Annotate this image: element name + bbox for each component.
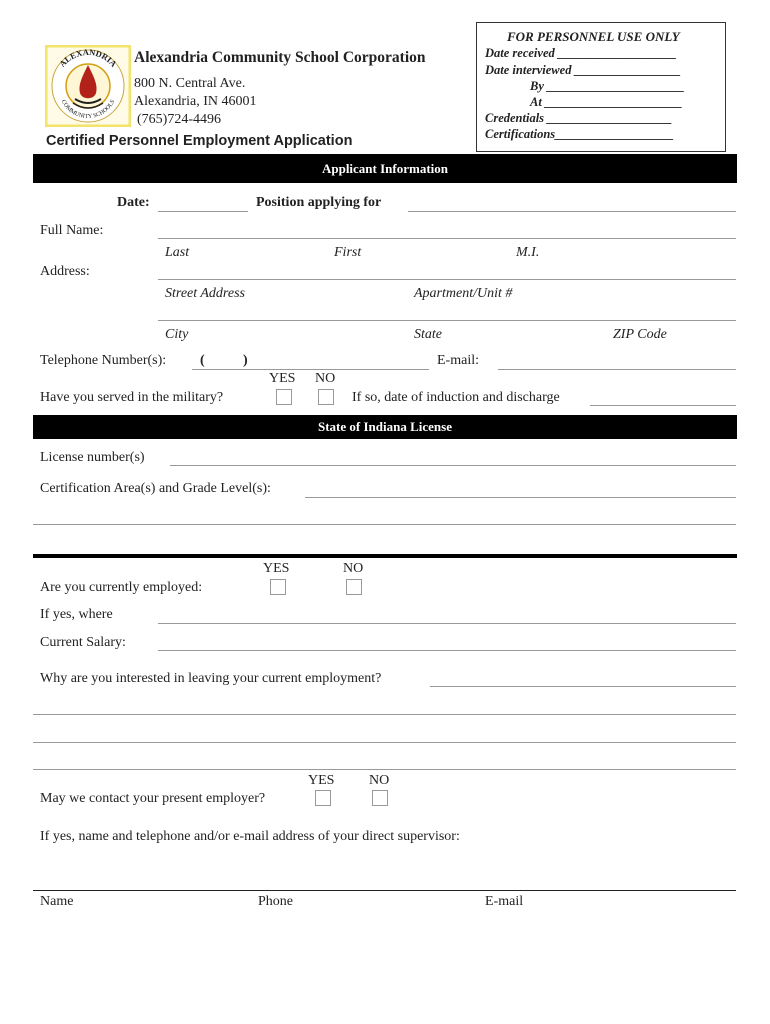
telephone-label: Telephone Number(s): (40, 353, 167, 368)
supervisor-field[interactable] (33, 890, 736, 891)
section-divider (33, 554, 737, 558)
contact-no-label: NO (369, 773, 390, 788)
school-name: Alexandria Community School Corporation (134, 49, 426, 66)
personnel-at[interactable]: At ______________________ (530, 95, 683, 109)
contact-yes-checkbox[interactable] (315, 790, 331, 806)
license-numbers-label: License number(s) (40, 450, 145, 465)
contact-no-checkbox[interactable] (372, 790, 388, 806)
section-applicant-information: Applicant Information (33, 154, 737, 183)
personnel-date-interviewed[interactable]: Date interviewed _________________ (485, 63, 681, 77)
military-no-label: NO (315, 371, 336, 386)
city-state-zip-field[interactable] (158, 320, 736, 321)
supervisor-email-caption: E-mail (485, 894, 524, 909)
license-numbers-field[interactable] (170, 465, 736, 466)
certification-field[interactable] (305, 497, 736, 498)
current-salary-label: Current Salary: (40, 635, 126, 650)
why-leaving-line-2[interactable] (33, 714, 736, 715)
supervisor-label: If yes, name and telephone and/or e-mail address of your direct supervisor: (40, 829, 460, 844)
supervisor-name-caption: Name (40, 894, 74, 909)
city-caption: City (165, 327, 189, 342)
military-yes-label: YES (269, 371, 296, 386)
supervisor-phone-caption: Phone (258, 894, 293, 909)
school-logo (45, 45, 131, 127)
contact-employer-question: May we contact your present employer? (40, 791, 266, 806)
certification-field-continued[interactable] (33, 524, 736, 525)
personnel-by[interactable]: By ______________________ (530, 79, 685, 93)
personnel-use-box (476, 22, 726, 152)
personnel-title: FOR PERSONNEL USE ONLY (507, 29, 680, 44)
personnel-certifications[interactable]: Certifications___________________ (485, 127, 674, 141)
employer-where-label: If yes, where (40, 607, 113, 622)
address-line1: 800 N. Central Ave. (134, 76, 246, 91)
full-name-field[interactable] (158, 238, 736, 239)
military-yes-checkbox[interactable] (276, 389, 292, 405)
why-leaving-line-4[interactable] (33, 769, 736, 770)
telephone-field[interactable] (192, 369, 429, 370)
first-name-caption: First (334, 245, 362, 260)
full-name-label: Full Name: (40, 223, 104, 238)
date-label: Date: (117, 195, 150, 210)
employed-no-checkbox[interactable] (346, 579, 362, 595)
employed-yes-label: YES (263, 561, 290, 576)
why-leaving-field[interactable] (430, 686, 736, 687)
military-no-checkbox[interactable] (318, 389, 334, 405)
section-indiana-license: State of Indiana License (33, 415, 737, 439)
apartment-caption: Apartment/Unit # (414, 286, 513, 301)
position-field[interactable] (408, 211, 736, 212)
area-code-close: ) (243, 353, 248, 368)
form-title: Certified Personnel Employment Application (46, 133, 353, 149)
middle-initial-caption: M.I. (516, 245, 540, 260)
personnel-credentials[interactable]: Credentials ____________________ (485, 111, 673, 125)
area-code-open: ( (200, 353, 205, 368)
why-leaving-question: Why are you interested in leaving your current employment? (40, 671, 382, 686)
logo-text-bottom: COMMUNITY SCHOOLS (59, 99, 117, 121)
date-field[interactable] (158, 211, 248, 212)
last-name-caption: Last (165, 245, 190, 260)
logo-text-top: ALEXANDRIA (57, 46, 119, 69)
certification-label: Certification Area(s) and Grade Level(s): (40, 481, 271, 496)
zip-caption: ZIP Code (613, 327, 667, 342)
employed-yes-checkbox[interactable] (270, 579, 286, 595)
school-phone: (765)724-4496 (137, 112, 221, 127)
personnel-date-received[interactable]: Date received ___________________ (485, 46, 677, 60)
position-label: Position applying for (256, 195, 382, 210)
svg-text:COMMUNITY SCHOOLS (60, 99, 117, 120)
military-question: Have you served in the military? (40, 390, 224, 405)
employer-where-field[interactable] (158, 623, 736, 624)
induction-field[interactable] (590, 405, 736, 406)
street-address-caption: Street Address (165, 286, 245, 301)
email-label: E-mail: (437, 353, 479, 368)
address-line2: Alexandria, IN 46001 (134, 94, 257, 109)
current-salary-field[interactable] (158, 650, 736, 651)
street-address-field[interactable] (158, 279, 736, 280)
currently-employed-question: Are you currently employed: (40, 580, 203, 595)
why-leaving-line-3[interactable] (33, 742, 736, 743)
contact-yes-label: YES (308, 773, 335, 788)
employed-no-label: NO (343, 561, 364, 576)
email-field[interactable] (498, 369, 736, 370)
svg-text:ALEXANDRIA (57, 47, 119, 70)
address-label: Address: (40, 264, 90, 279)
state-caption: State (414, 327, 442, 342)
induction-label: If so, date of induction and discharge (352, 390, 560, 405)
